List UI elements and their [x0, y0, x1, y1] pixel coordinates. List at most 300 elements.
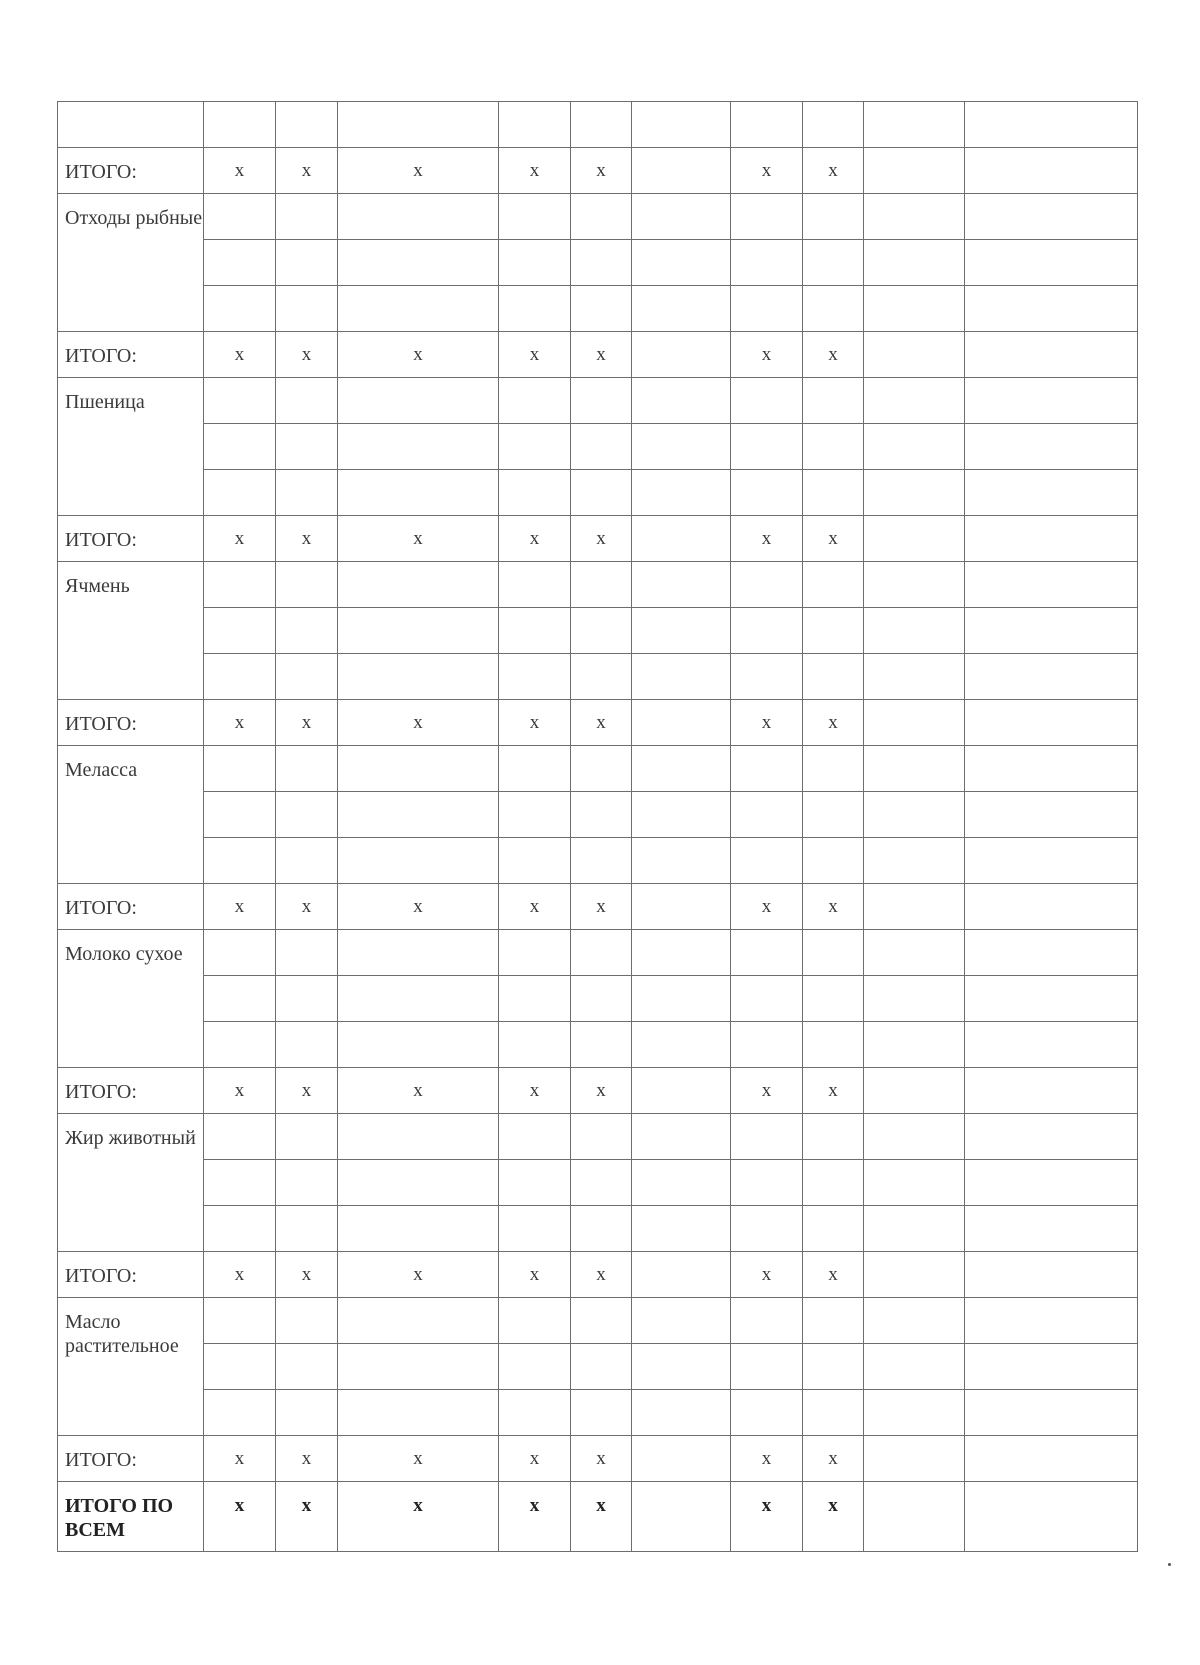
x-mark: x [803, 1068, 864, 1114]
x-mark: x [338, 1252, 499, 1298]
x-mark: x [499, 1068, 571, 1114]
grand-total-row-label: ИТОГО ПО ВСЕМ [58, 1482, 204, 1552]
table-cell [864, 470, 965, 516]
table-row [58, 1390, 1138, 1436]
table-cell [499, 1022, 571, 1068]
table-cell [965, 286, 1138, 332]
table-row [58, 976, 1138, 1022]
table-cell [864, 976, 965, 1022]
table-cell [864, 378, 965, 424]
section-name: Жир животный [58, 1114, 204, 1252]
table-row [58, 1114, 1138, 1160]
table-cell [204, 1160, 276, 1206]
x-mark: x [571, 148, 632, 194]
table-cell [632, 976, 731, 1022]
table-cell [499, 838, 571, 884]
table-cell [338, 838, 499, 884]
table-cell [571, 1022, 632, 1068]
subtotal-row-label: ИТОГО: [58, 516, 204, 562]
table-cell [571, 792, 632, 838]
x-mark: x [276, 1436, 338, 1482]
table-cell [965, 976, 1138, 1022]
table-cell [204, 838, 276, 884]
table-cell [864, 884, 965, 930]
table-cell [632, 332, 731, 378]
table-cell [571, 102, 632, 148]
table-cell [204, 1022, 276, 1068]
table-cell [499, 1114, 571, 1160]
table-cell [864, 746, 965, 792]
x-mark: x [276, 516, 338, 562]
x-mark: x [803, 700, 864, 746]
x-mark: x [338, 1068, 499, 1114]
table-row [58, 1022, 1138, 1068]
table-cell [632, 1436, 731, 1482]
x-mark: x [276, 700, 338, 746]
table-cell [864, 838, 965, 884]
table-cell [632, 1298, 731, 1344]
table-cell [731, 194, 803, 240]
table-cell [965, 746, 1138, 792]
table-cell [276, 792, 338, 838]
x-mark: x [499, 1436, 571, 1482]
table-cell [204, 470, 276, 516]
x-mark: x [276, 884, 338, 930]
table-cell [864, 194, 965, 240]
table-cell [204, 562, 276, 608]
table-cell [965, 1114, 1138, 1160]
subtotal-row-label: ИТОГО: [58, 884, 204, 930]
subtotal-row-label: ИТОГО: [58, 148, 204, 194]
table-row [58, 1298, 1138, 1344]
table-cell [864, 1206, 965, 1252]
table-cell [204, 930, 276, 976]
table-cell [204, 608, 276, 654]
table-cell [803, 470, 864, 516]
x-mark: x [276, 332, 338, 378]
table-cell [864, 1252, 965, 1298]
table-cell [632, 1068, 731, 1114]
subtotal-row [58, 884, 1138, 930]
table-cell [965, 1206, 1138, 1252]
table-cell [632, 1022, 731, 1068]
table-cell [965, 332, 1138, 378]
table-cell [571, 654, 632, 700]
table-cell [965, 1068, 1138, 1114]
table-cell [571, 194, 632, 240]
table-cell [632, 1390, 731, 1436]
x-mark: x [571, 884, 632, 930]
table-cell [204, 976, 276, 1022]
x-mark: x [204, 1252, 276, 1298]
table-cell [276, 1114, 338, 1160]
x-mark: x [571, 1482, 632, 1552]
table-cell [499, 378, 571, 424]
table-cell [965, 516, 1138, 562]
table-cell [803, 424, 864, 470]
table-cell [338, 470, 499, 516]
table-cell [499, 562, 571, 608]
table-cell [338, 654, 499, 700]
table-cell [965, 194, 1138, 240]
table-cell [864, 1436, 965, 1482]
table-cell [276, 1390, 338, 1436]
table-cell [571, 1206, 632, 1252]
table-cell [803, 1298, 864, 1344]
x-mark: x [571, 332, 632, 378]
table-cell [499, 930, 571, 976]
subtotal-row [58, 1068, 1138, 1114]
table-cell [864, 286, 965, 332]
table-cell [499, 1298, 571, 1344]
table-cell [338, 976, 499, 1022]
table-cell [499, 654, 571, 700]
table-cell [571, 608, 632, 654]
table-row [58, 930, 1138, 976]
table-cell [864, 608, 965, 654]
subtotal-row [58, 332, 1138, 378]
section-name: Молоко сухое [58, 930, 204, 1068]
x-mark: x [204, 516, 276, 562]
x-mark: x [499, 884, 571, 930]
x-mark: x [803, 332, 864, 378]
table-cell [276, 378, 338, 424]
table-cell [276, 654, 338, 700]
x-mark: x [499, 700, 571, 746]
table-cell [632, 1482, 731, 1552]
table-cell [803, 792, 864, 838]
table-cell [864, 240, 965, 286]
subtotal-row [58, 700, 1138, 746]
table-cell [204, 424, 276, 470]
x-mark: x [338, 884, 499, 930]
x-mark: x [499, 1252, 571, 1298]
table-cell [731, 1022, 803, 1068]
table-cell [965, 1252, 1138, 1298]
table-cell [803, 838, 864, 884]
table-row [58, 792, 1138, 838]
table-cell [864, 1022, 965, 1068]
x-mark: x [276, 148, 338, 194]
table-cell [571, 930, 632, 976]
table-cell [731, 1298, 803, 1344]
table-cell [731, 838, 803, 884]
x-mark: x [571, 1436, 632, 1482]
table-cell [965, 1482, 1138, 1552]
table-cell [731, 562, 803, 608]
table-cell [571, 424, 632, 470]
table-cell [499, 424, 571, 470]
table-body [58, 102, 1138, 1552]
subtotal-row [58, 516, 1138, 562]
table-cell [731, 1206, 803, 1252]
table-cell [731, 792, 803, 838]
table-cell [499, 976, 571, 1022]
x-mark: x [731, 1482, 803, 1552]
x-mark: x [731, 1436, 803, 1482]
table-cell [204, 240, 276, 286]
table-cell [803, 286, 864, 332]
table-cell [204, 286, 276, 332]
table-cell [204, 1390, 276, 1436]
table-cell [338, 1298, 499, 1344]
table-cell [204, 194, 276, 240]
grand-total-row [58, 1482, 1138, 1552]
table-cell [803, 194, 864, 240]
x-mark: x [338, 1436, 499, 1482]
table-cell [864, 1482, 965, 1552]
x-mark: x [499, 1482, 571, 1552]
table-cell [731, 976, 803, 1022]
table-cell [731, 102, 803, 148]
table-cell [731, 286, 803, 332]
table-cell [864, 332, 965, 378]
subtotal-row [58, 148, 1138, 194]
section-name: Меласса [58, 746, 204, 884]
table-cell [571, 562, 632, 608]
table-cell [632, 240, 731, 286]
x-mark: x [803, 148, 864, 194]
table-cell [571, 1390, 632, 1436]
table-cell [864, 1160, 965, 1206]
table-cell [965, 470, 1138, 516]
table-cell [571, 746, 632, 792]
subtotal-row [58, 1436, 1138, 1482]
table-cell [276, 286, 338, 332]
table-cell [803, 1390, 864, 1436]
table-cell [276, 1022, 338, 1068]
table-row [58, 286, 1138, 332]
table-cell [276, 1160, 338, 1206]
table-cell [204, 1206, 276, 1252]
section-name: Ячмень [58, 562, 204, 700]
table-cell [204, 102, 276, 148]
table-cell [204, 378, 276, 424]
table-cell [338, 1022, 499, 1068]
table-cell [731, 1160, 803, 1206]
subtotal-row-label: ИТОГО: [58, 1252, 204, 1298]
table-cell [499, 240, 571, 286]
subtotal-row-label: ИТОГО: [58, 700, 204, 746]
table-cell [731, 930, 803, 976]
table-cell [632, 746, 731, 792]
table-cell [803, 1022, 864, 1068]
x-mark: x [276, 1252, 338, 1298]
table-cell [864, 516, 965, 562]
x-mark: x [204, 1436, 276, 1482]
x-mark: x [338, 516, 499, 562]
table-row [58, 838, 1138, 884]
table-cell [571, 286, 632, 332]
table-row [58, 1206, 1138, 1252]
table-cell [803, 608, 864, 654]
table-cell [276, 562, 338, 608]
x-mark: x [731, 148, 803, 194]
table-cell [276, 746, 338, 792]
subtotal-row [58, 1252, 1138, 1298]
table-cell [58, 102, 204, 148]
table-cell [632, 424, 731, 470]
table-cell [338, 102, 499, 148]
table-cell [731, 608, 803, 654]
table-cell [571, 378, 632, 424]
table-cell [276, 930, 338, 976]
table-row [58, 470, 1138, 516]
table-cell [965, 930, 1138, 976]
table-cell [632, 838, 731, 884]
table-cell [499, 1206, 571, 1252]
x-mark: x [571, 516, 632, 562]
table-cell [864, 1114, 965, 1160]
table-cell [632, 884, 731, 930]
x-mark: x [338, 700, 499, 746]
table-cell [499, 792, 571, 838]
table-cell [204, 792, 276, 838]
x-mark: x [571, 1068, 632, 1114]
table-cell [632, 562, 731, 608]
table-cell [803, 1344, 864, 1390]
table-cell [204, 1114, 276, 1160]
table-cell [276, 470, 338, 516]
table-cell [632, 1114, 731, 1160]
table-cell [965, 700, 1138, 746]
table-cell [965, 1436, 1138, 1482]
table-cell [965, 838, 1138, 884]
table-cell [632, 654, 731, 700]
table-cell [571, 838, 632, 884]
table-cell [803, 102, 864, 148]
x-mark: x [731, 516, 803, 562]
table-cell [276, 194, 338, 240]
table-cell [965, 240, 1138, 286]
table-cell [338, 1160, 499, 1206]
table-cell [338, 562, 499, 608]
x-mark: x [499, 516, 571, 562]
table-cell [803, 746, 864, 792]
table-row [58, 378, 1138, 424]
x-mark: x [731, 332, 803, 378]
table-cell [499, 1390, 571, 1436]
table-cell [632, 1252, 731, 1298]
table-cell [338, 1114, 499, 1160]
x-mark: x [204, 1068, 276, 1114]
table-cell [338, 240, 499, 286]
x-mark: x [338, 148, 499, 194]
table-row [58, 608, 1138, 654]
table-cell [864, 930, 965, 976]
table-row [58, 562, 1138, 608]
table-row [58, 102, 1138, 148]
table-cell [276, 838, 338, 884]
table-cell [864, 148, 965, 194]
x-mark: x [338, 1482, 499, 1552]
table-cell [499, 194, 571, 240]
table-cell [276, 1206, 338, 1252]
table-cell [571, 470, 632, 516]
x-mark: x [276, 1068, 338, 1114]
x-mark: x [803, 516, 864, 562]
table-cell [731, 470, 803, 516]
table-cell [276, 1298, 338, 1344]
table-cell [632, 930, 731, 976]
x-mark: x [204, 700, 276, 746]
x-mark: x [204, 332, 276, 378]
section-name: Отходы рыбные [58, 194, 204, 332]
x-mark: x [276, 1482, 338, 1552]
table-cell [864, 1390, 965, 1436]
table-cell [632, 1206, 731, 1252]
table-cell [965, 1390, 1138, 1436]
x-mark: x [204, 148, 276, 194]
table-cell [965, 562, 1138, 608]
table-cell [571, 240, 632, 286]
table-cell [864, 102, 965, 148]
table-cell [731, 746, 803, 792]
table-cell [803, 930, 864, 976]
table-cell [338, 608, 499, 654]
table-cell [803, 1160, 864, 1206]
table-cell [965, 1298, 1138, 1344]
table-cell [632, 700, 731, 746]
table-cell [276, 240, 338, 286]
x-mark: x [571, 1252, 632, 1298]
table-row [58, 1160, 1138, 1206]
section-name: Масло растительное [58, 1298, 204, 1436]
table-cell [204, 654, 276, 700]
table-cell [632, 470, 731, 516]
table-cell [864, 562, 965, 608]
table-cell [276, 608, 338, 654]
table-cell [338, 1206, 499, 1252]
x-mark: x [499, 148, 571, 194]
table-cell [803, 654, 864, 700]
table-cell [204, 1298, 276, 1344]
table-cell [338, 378, 499, 424]
table-cell [571, 1298, 632, 1344]
table-cell [731, 1344, 803, 1390]
table-cell [276, 976, 338, 1022]
table-cell [632, 148, 731, 194]
table-row [58, 194, 1138, 240]
table-cell [632, 194, 731, 240]
table-cell [499, 286, 571, 332]
x-mark: x [571, 700, 632, 746]
table-cell [204, 746, 276, 792]
table-cell [731, 424, 803, 470]
table-cell [731, 240, 803, 286]
table-cell [731, 1114, 803, 1160]
table-cell [571, 1114, 632, 1160]
table-cell [571, 1344, 632, 1390]
table-cell [632, 286, 731, 332]
section-name: Пшеница [58, 378, 204, 516]
table-cell [864, 1068, 965, 1114]
table-cell [499, 746, 571, 792]
table-row [58, 240, 1138, 286]
table-cell [803, 1206, 864, 1252]
table-cell [803, 1114, 864, 1160]
x-mark: x [338, 332, 499, 378]
table-cell [338, 930, 499, 976]
subtotal-row-label: ИТОГО: [58, 332, 204, 378]
table-row [58, 746, 1138, 792]
table-cell [338, 746, 499, 792]
table-row [58, 654, 1138, 700]
x-mark: x [731, 1068, 803, 1114]
table-cell [632, 1344, 731, 1390]
table-cell [731, 1390, 803, 1436]
table-cell [803, 240, 864, 286]
